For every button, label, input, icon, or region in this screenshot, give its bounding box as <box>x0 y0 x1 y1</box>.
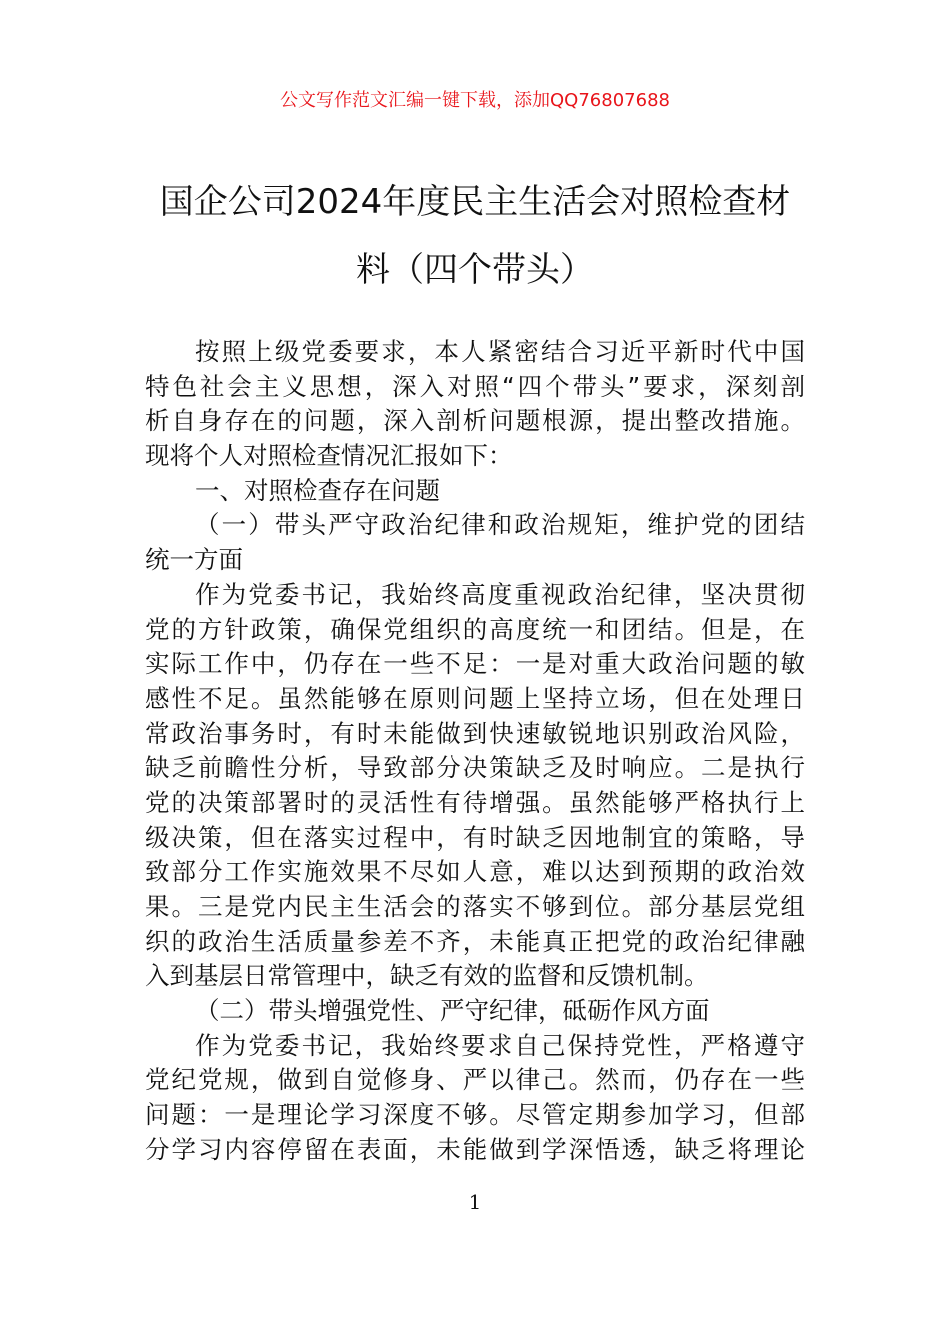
text-line: 致部分工作实施效果不尽如人意，难以达到预期的政治效 <box>145 857 805 887</box>
text-line: 入到基层日常管理中，缺乏有效的监督和反馈机制。 <box>145 961 709 991</box>
text-line: 析自身存在的问题，深入剖析问题根源，提出整改措施。 <box>145 406 805 436</box>
text-line: 级决策，但在落实过程中，有时缺乏因地制宜的策略，导 <box>145 822 805 852</box>
page-number: 1 <box>468 1190 482 1214</box>
text-line: 党的决策部署时的灵活性有待增强。虽然能够严格执行上 <box>145 787 805 817</box>
text-line: 果。三是党内民主生活会的落实不够到位。部分基层党组 <box>145 892 805 921</box>
text-line: （二）带头增强党性、严守纪律，砥砺作风方面 <box>195 996 710 1026</box>
text-line: 现将个人对照检查情况汇报如下： <box>145 441 513 471</box>
text-line: 作为党委书记，我始终高度重视政治纪律，坚决贯彻 <box>195 579 805 609</box>
text-line: 感性不足。虽然能够在原则问题上坚持立场，但在处理日 <box>145 683 805 713</box>
text-line: 一、对照检查存在问题 <box>195 475 440 505</box>
watermark-header: 公文写作范文汇编一键下载，添加QQ76807688 <box>280 90 670 111</box>
text-line: （一）带头严守政治纪律和政治规矩，维护党的团结 <box>195 510 805 540</box>
document-body <box>145 335 805 1168</box>
document-title-line-1: 国企公司2024年度民主生活会对照检查材 <box>159 182 791 222</box>
document-title-line-2: 料（四个带头） <box>356 250 594 290</box>
text-line: 缺乏前瞻性分析，导致部分决策缺乏及时响应。二是执行 <box>145 753 805 783</box>
text-line: 常政治事务时，有时未能做到快速敏锐地识别政治风险， <box>145 718 805 748</box>
text-line: 党的方针政策，确保党组织的高度统一和团结。但是，在 <box>145 614 805 644</box>
text-line: 特色社会主义思想，深入对照“四个带头”要求，深刻剖 <box>145 371 805 401</box>
text-line: 问题：一是理论学习深度不够。尽管定期参加学习，但部 <box>145 1100 805 1130</box>
text-line: 党纪党规，做到自觉修身、严以律己。然而，仍存在一些 <box>145 1065 805 1095</box>
text-line: 分学习内容停留在表面，未能做到学深悟透，缺乏将理论 <box>145 1134 805 1164</box>
text-line: 统一方面 <box>145 545 243 575</box>
text-line: 实际工作中，仍存在一些不足：一是对重大政治问题的敏 <box>145 649 805 679</box>
text-line: 织的政治生活质量参差不齐，未能真正把党的政治纪律融 <box>145 926 805 956</box>
text-line: 按照上级党委要求，本人紧密结合习近平新时代中国 <box>195 337 805 366</box>
text-line: 作为党委书记，我始终要求自己保持党性，严格遵守 <box>195 1030 805 1060</box>
